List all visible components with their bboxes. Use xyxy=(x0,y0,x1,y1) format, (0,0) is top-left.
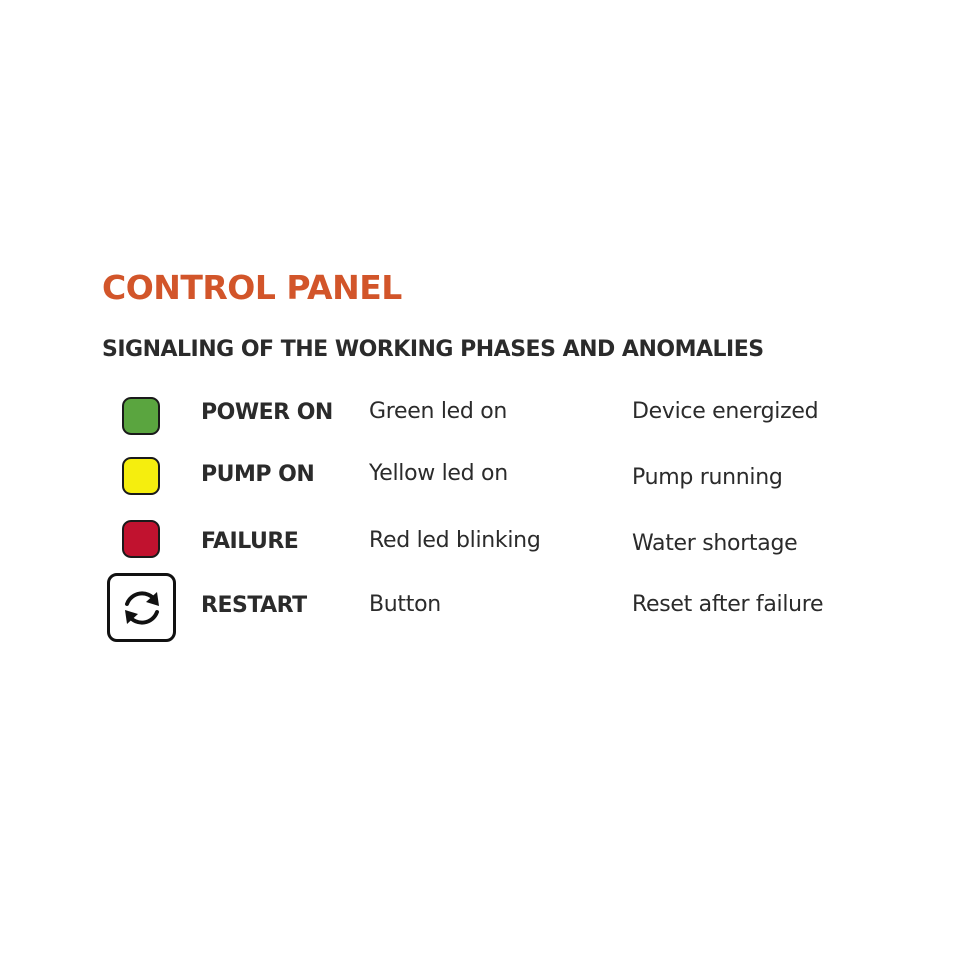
section-subtitle: SIGNALING OF THE WORKING PHASES AND ANOMALIES xyxy=(102,337,764,362)
page-title: CONTROL PANEL xyxy=(102,268,402,307)
legend-name: RESTART xyxy=(201,593,307,618)
legend-meaning: Device energized xyxy=(632,399,819,424)
legend-name: PUMP ON xyxy=(201,462,315,487)
legend-description: Yellow led on xyxy=(369,461,508,486)
red-led-icon xyxy=(122,520,160,558)
legend-name: POWER ON xyxy=(201,400,333,425)
legend-row-power-on xyxy=(0,395,963,435)
legend-description: Green led on xyxy=(369,399,508,424)
legend-row-failure xyxy=(0,519,963,559)
legend-row-restart xyxy=(0,573,963,618)
legend-row-pump-on xyxy=(0,457,963,497)
yellow-led-icon xyxy=(122,457,160,495)
green-led-icon xyxy=(122,397,160,435)
legend-description: Button xyxy=(369,592,441,617)
restart-icon xyxy=(107,573,176,642)
legend-description: Red led blinking xyxy=(369,528,541,553)
legend-name: FAILURE xyxy=(201,529,299,554)
legend-meaning: Pump running xyxy=(632,465,783,490)
legend-meaning: Reset after failure xyxy=(632,592,824,617)
legend-meaning: Water shortage xyxy=(632,531,798,556)
